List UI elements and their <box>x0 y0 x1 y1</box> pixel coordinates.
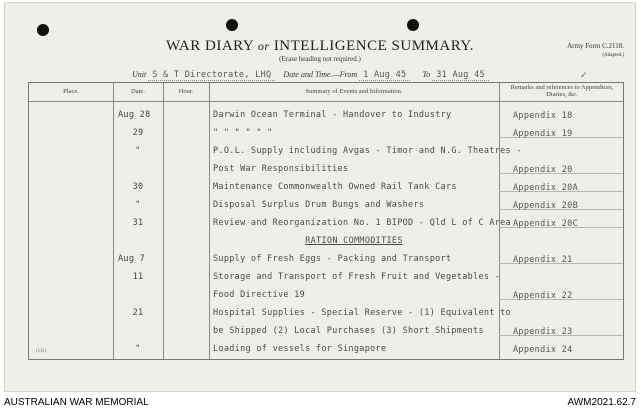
row-event: P.O.L. Supply including Avgas - Timor and N.G. Theatres - <box>213 146 522 156</box>
from-date: 1 Aug 45 <box>359 70 410 81</box>
row-event: Review and Reorganization No. 1 BIPOD - Qld L of C Area <box>213 218 511 228</box>
header-summary: Summary of Events and Information. <box>305 88 403 95</box>
row-date: 11 <box>132 272 144 282</box>
punch-hole <box>407 19 419 31</box>
archive-footer <box>0 392 640 412</box>
row-event: " " " " " " <box>213 128 273 138</box>
row-event: Disposal Surplus Drum Bungs and Washers <box>213 200 425 210</box>
row-appendix: Appendix 22 <box>513 291 573 301</box>
row-date: 31 <box>132 218 144 228</box>
row-date: " <box>135 200 141 210</box>
row-appendix: Appendix 20A <box>513 183 579 193</box>
row-event: be Shipped (2) Local Purchases (3) Short Shipments <box>213 326 484 336</box>
header-date: Date. <box>131 88 145 95</box>
header-remarks: Remarks and references to Appendices, Diaries, &c. <box>510 84 614 98</box>
row-event: Hospital Supplies - Special Reserve - (1) Equivalent to <box>213 308 511 318</box>
page-subtitle: (Erase heading not required.) <box>279 55 361 63</box>
row-appendix: Appendix 24 <box>513 345 573 355</box>
footer-accession-number: AWM2021.62.7 <box>567 397 636 408</box>
row-event: Maintenance Commonwealth Owned Rail Tank Cars <box>213 182 457 192</box>
punch-hole <box>226 19 238 31</box>
footer-institution: AUSTRALIAN WAR MEMORIAL <box>4 397 149 408</box>
to-date: 31 Aug 45 <box>432 70 489 81</box>
row-date: Aug 7 <box>118 254 146 264</box>
row-event: Food Directive 19 <box>213 290 306 300</box>
diary-table <box>28 82 624 360</box>
row-event: Post War Responsibilities <box>213 164 349 174</box>
row-event: Loading of vessels for Singapore <box>213 344 387 354</box>
row-event: Darwin Ocean Terminal - Handover to Industry <box>213 110 452 120</box>
row-event: Storage and Transport of Fresh Fruit and Vegetables - <box>213 272 501 282</box>
row-date: Aug 28 <box>118 110 151 120</box>
punch-hole <box>37 24 49 36</box>
row-date: " <box>135 146 141 156</box>
army-form-label: Army Form C.2118. (Adapted.) <box>567 42 624 58</box>
row-event: RATION COMMODITIES <box>305 236 403 246</box>
printer-mark: (111) <box>36 349 47 354</box>
page-title: WAR DIARY or INTELLIGENCE SUMMARY. <box>165 38 475 54</box>
unit-value: S & T Directorate, LHQ <box>148 70 275 81</box>
row-appendix: Appendix 19 <box>513 129 573 139</box>
row-appendix: Appendix 21 <box>513 255 573 265</box>
row-appendix: Appendix 20 <box>513 165 573 175</box>
row-appendix: Appendix 18 <box>513 111 573 121</box>
header-hour: Hour. <box>178 88 194 95</box>
row-appendix: Appendix 23 <box>513 327 573 337</box>
row-date: 29 <box>132 128 144 138</box>
row-event: Supply of Fresh Eggs - Packing and Transport <box>213 254 452 264</box>
row-appendix: Appendix 20B <box>513 201 579 211</box>
header-place: Place. <box>63 88 79 95</box>
row-date: 30 <box>132 182 144 192</box>
corner-tick-mark: ✓ <box>580 70 588 80</box>
unit-line: Unit S & T Directorate, LHQ Date and Time.—From 1 Aug 45 To 31 Aug 45 <box>132 70 489 80</box>
row-appendix: Appendix 20C <box>513 219 579 229</box>
row-date: 21 <box>132 308 144 318</box>
row-date: " <box>135 344 141 354</box>
